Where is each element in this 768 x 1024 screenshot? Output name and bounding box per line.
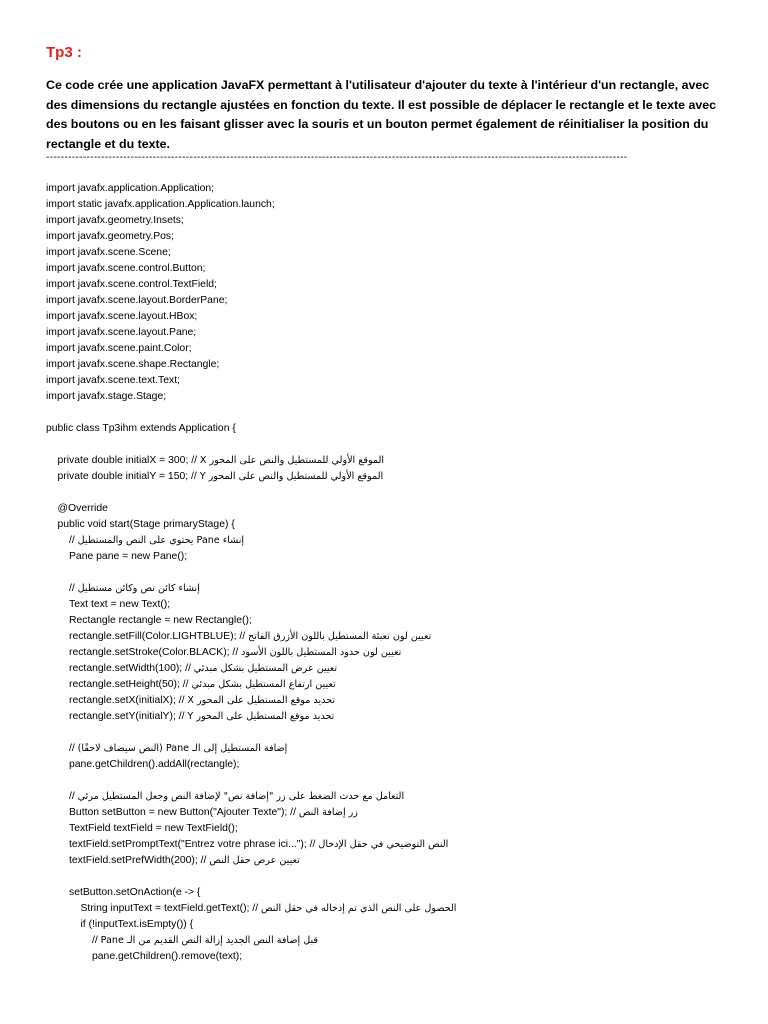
code-line <box>46 197 726 213</box>
code-text: import javafx.scene.layout.BorderPane; <box>46 295 228 306</box>
code-line <box>46 885 726 901</box>
code-text: import javafx.application.Application; <box>46 183 215 194</box>
code-text: import javafx.scene.shape.Rectangle; <box>46 359 220 370</box>
code-line <box>46 949 726 965</box>
code-line <box>46 901 726 917</box>
code-text: // <box>92 935 101 946</box>
code-line <box>46 917 726 933</box>
code-comment: تعيين لون حدود المستطيل باللون الأسود <box>241 647 402 658</box>
code-line <box>46 213 726 229</box>
code-text: Button setButton = new Button("Ajouter Texte"); // <box>69 807 299 818</box>
code-line <box>46 741 726 757</box>
code-text: import javafx.geometry.Insets; <box>46 215 184 226</box>
code-line <box>46 181 726 197</box>
code-text: rectangle.setY(initialY); // <box>69 711 188 722</box>
code-text: Pane pane = new Pane(); <box>69 551 188 562</box>
intro-line: rectangle et du texte. <box>46 136 170 151</box>
code-comment: إنشاء Pane يحتوي على النص والمستطيل <box>77 535 245 546</box>
code-comment: تعيين ارتفاع المستطيل بشكل مبدئي <box>191 679 336 690</box>
separator-line: -------------------------------------------------------------------------------------------------------------------------------------------------------------- <box>46 152 628 163</box>
page-title: Tp3 : <box>46 44 82 61</box>
code-line <box>46 245 726 261</box>
intro-line: des boutons ou en les faisant glisser avec la souris et un bouton permet également de réinitialiser la position du <box>46 117 709 131</box>
code-line <box>46 517 726 533</box>
intro-paragraph <box>46 76 726 154</box>
code-line <box>46 597 726 613</box>
code-line <box>46 837 726 853</box>
code-line <box>46 629 726 645</box>
code-comment: الموقع الأولي للمستطيل والنص على المحور Y <box>199 471 384 482</box>
code-text: import javafx.geometry.Pos; <box>46 231 175 242</box>
code-listing <box>46 181 726 965</box>
code-line <box>46 757 726 773</box>
code-comment: تعيين عرض حقل النص <box>209 855 300 866</box>
code-text: // <box>69 583 78 594</box>
code-text: @Override <box>57 503 108 514</box>
code-line <box>46 613 726 629</box>
code-line <box>46 325 726 341</box>
code-text: import javafx.scene.layout.Pane; <box>46 327 197 338</box>
intro-line: Ce code crée une application JavaFX permettant à l'utilisateur d'ajouter du texte à l'intérieur d'un rectangle, avec <box>46 78 710 92</box>
code-text: public class Tp3ihm extends Application { <box>46 423 236 434</box>
code-comment: زر إضافة النص <box>298 807 358 818</box>
code-text: rectangle.setX(initialX); // <box>69 695 188 706</box>
code-comment: تعيين عرض المستطيل بشكل مبدئي <box>193 663 338 674</box>
code-text: import static javafx.application.Application.launch; <box>46 199 275 210</box>
code-text: TextField textField = new TextField(); <box>69 823 238 834</box>
code-text: import javafx.scene.layout.HBox; <box>46 311 198 322</box>
code-text: String inputText = textField.getText(); // <box>80 903 261 914</box>
code-text: public void start(Stage primaryStage) { <box>57 519 235 530</box>
code-line <box>46 389 726 405</box>
code-text: rectangle.setFill(Color.LIGHTBLUE); // <box>69 631 249 642</box>
code-text: // <box>69 535 78 546</box>
code-text: pane.getChildren().addAll(rectangle); <box>69 759 240 770</box>
code-line <box>46 453 726 469</box>
code-text: private double initialX = 300; // <box>57 455 200 466</box>
code-line <box>46 933 726 949</box>
code-text: // <box>69 791 78 802</box>
code-comment: قبل إضافة النص الجديد إزالة النص القديم من الـ Pane <box>100 935 318 946</box>
code-line <box>46 709 726 725</box>
code-comment: إضافة المستطيل إلى الـ Pane (النص سيضاف لاحقًا) <box>77 743 288 754</box>
code-text: import javafx.stage.Stage; <box>46 391 167 402</box>
code-line <box>46 309 726 325</box>
code-line <box>46 293 726 309</box>
code-text: rectangle.setWidth(100); // <box>69 663 194 674</box>
code-line <box>46 789 726 805</box>
code-text: // <box>69 743 78 754</box>
code-line <box>46 645 726 661</box>
code-line <box>46 821 726 837</box>
code-text: Rectangle rectangle = new Rectangle(); <box>69 615 252 626</box>
code-line <box>46 261 726 277</box>
code-line <box>46 357 726 373</box>
code-line <box>46 501 726 517</box>
code-line <box>46 277 726 293</box>
code-line <box>46 437 726 453</box>
code-text: import javafx.scene.control.TextField; <box>46 279 217 290</box>
code-text: rectangle.setStroke(Color.BLACK); // <box>69 647 242 658</box>
intro-line: des dimensions du rectangle ajustées en fonction du texte. Il est possible de déplacer le rectangle et le texte avec <box>46 97 717 112</box>
code-text: import javafx.scene.control.Button; <box>46 263 206 274</box>
code-line <box>46 853 726 869</box>
code-text: Text text = new Text(); <box>69 599 171 610</box>
code-line <box>46 661 726 677</box>
code-text: rectangle.setHeight(50); // <box>69 679 192 690</box>
code-comment: تعيين لون تعبئة المستطيل باللون الأزرق الفاتح <box>248 631 432 642</box>
code-line <box>46 565 726 581</box>
code-comment: الحصول على النص الذي تم إدخاله في حقل النص <box>260 903 457 914</box>
code-comment: تحديد موقع المستطيل على المحور Y <box>187 711 335 722</box>
code-line <box>46 405 726 421</box>
code-line <box>46 869 726 885</box>
code-text: import javafx.scene.text.Text; <box>46 375 180 386</box>
code-line <box>46 421 726 437</box>
code-text: setButton.setOnAction(e -> { <box>69 887 201 898</box>
code-line <box>46 469 726 485</box>
code-text: pane.getChildren().remove(text); <box>92 951 243 962</box>
code-line <box>46 725 726 741</box>
code-line <box>46 373 726 389</box>
code-text: private double initialY = 150; // <box>57 471 200 482</box>
code-line <box>46 549 726 565</box>
code-line <box>46 341 726 357</box>
code-comment: النص التوضيحي في حقل الإدخال <box>318 839 449 850</box>
code-comment: تحديد موقع المستطيل على المحور X <box>187 695 336 706</box>
code-line <box>46 677 726 693</box>
code-line <box>46 805 726 821</box>
code-line <box>46 773 726 789</box>
code-text: import javafx.scene.Scene; <box>46 247 171 258</box>
code-comment: إنشاء كائن نص وكائن مستطيل <box>77 583 200 594</box>
code-line <box>46 581 726 597</box>
code-text: textField.setPromptText("Entrez votre phrase ici..."); // <box>69 839 319 850</box>
code-line <box>46 693 726 709</box>
code-text: if (!inputText.isEmpty()) { <box>80 919 194 930</box>
code-comment: التعامل مع حدث الضغط على زر "إضافة نص" لإضافة النص وجعل المستطيل مرئي <box>77 791 405 802</box>
code-line <box>46 229 726 245</box>
code-line <box>46 533 726 549</box>
code-line <box>46 485 726 501</box>
code-text: import javafx.scene.paint.Color; <box>46 343 192 354</box>
code-comment: الموقع الأولي للمستطيل والنص على المحور X <box>199 455 385 466</box>
code-text: textField.setPrefWidth(200); // <box>69 855 210 866</box>
